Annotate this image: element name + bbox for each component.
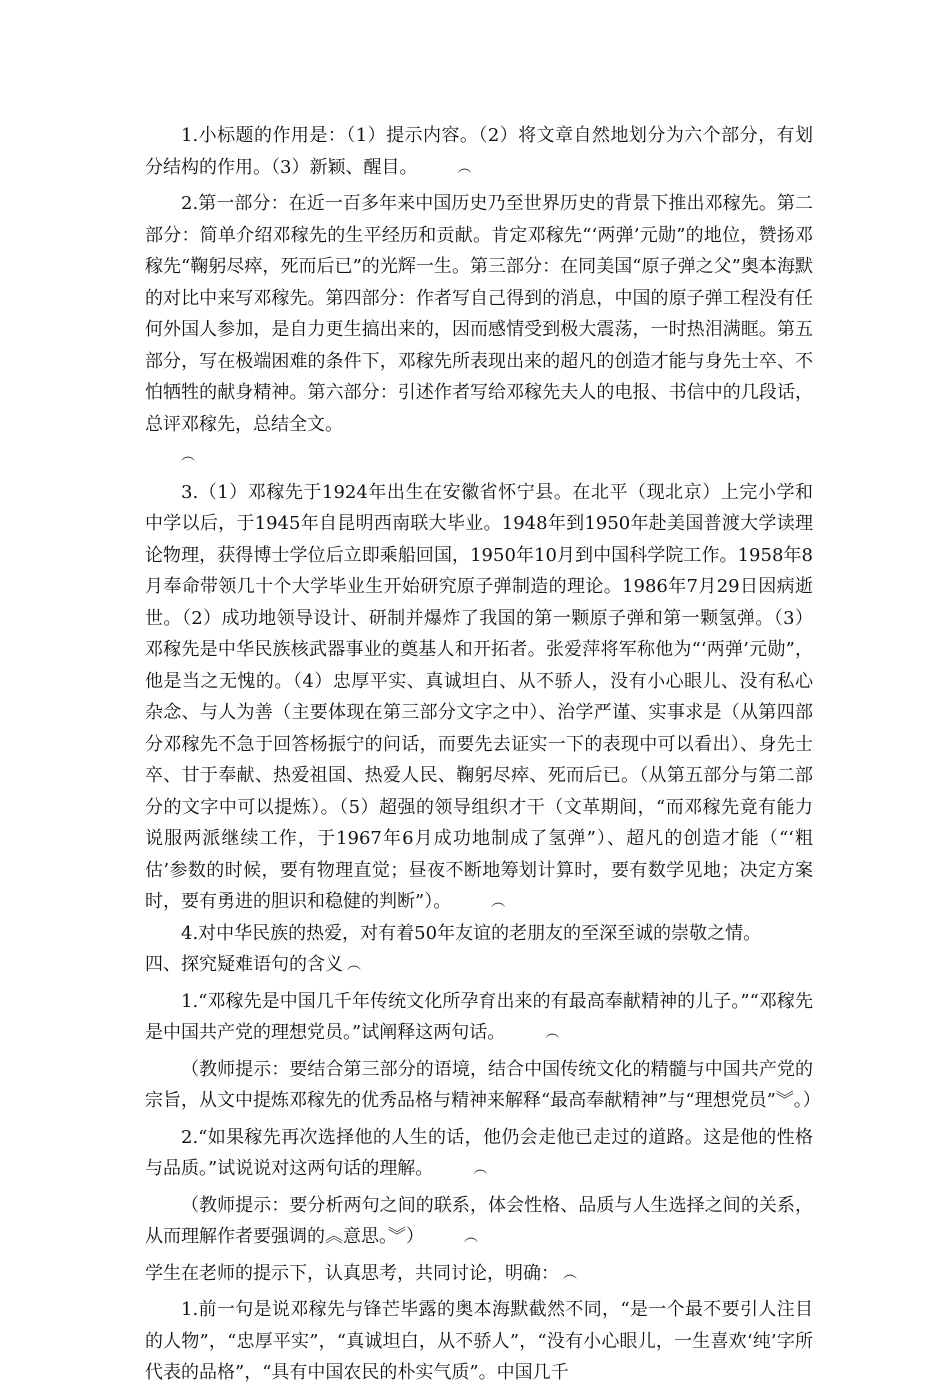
- student-discussion-line: [145, 1258, 813, 1290]
- arc-mark-icon: ︵: [457, 159, 472, 176]
- heading-text: 四、探究疑难语句的含义: [145, 954, 343, 975]
- arc-mark-icon: ︵: [545, 1025, 560, 1041]
- paragraph-text: 2.“如果稼先再次选择他的人生的话，他仍会走他已走过的道路。这是他的性格与品质。”试说说对这两句话的理解。: [145, 1126, 813, 1179]
- answer-3-paragraph: [145, 477, 813, 918]
- teacher-hint-1: [145, 1054, 821, 1117]
- arc-mark-icon: ︵: [181, 448, 195, 464]
- question-2-paragraph: [145, 1122, 813, 1185]
- paragraph-text: （教师提示：要分析两句之间的联系，体会性格、品质与人生选择之间的关系，从而理解作者要强调的︽意思。︾）: [145, 1194, 813, 1247]
- answer-4-paragraph: [145, 918, 813, 950]
- arc-mark-icon: ︵: [491, 894, 506, 910]
- paragraph-text: 学生在老师的提示下，认真思考，共同讨论，明确：: [145, 1262, 559, 1284]
- question-1-paragraph: [145, 986, 813, 1049]
- paragraph-text: 2.第一部分：在近一百多年来中国历史乃至世界历史的背景下推出邓稼先。第二部分：简单介绍邓稼先的生平经历和贡献。肯定邓稼先“‘两弹’元勋”的地位，赞扬邓稼先“鞠躬尽瘁，死而后已”的光辉一生。第三部分：在同美国“原子弹之父”奥本海默的对比中来写邓稼先。第四部分：作者写自己得到的消息，中国的原子弹工程没有任何外国人参加，是自力更生搞出来的，因而感情受到极大震荡，一时热泪满眶。第五部分，写在极端困难的条件下，邓稼先所表现出来的超凡的创造才能与身先士卒、不怕牺牲的献身精神。第六部分：引述作者写给邓稼先夫人的电报、书信中的几段话，总评邓稼先，总结全文。: [145, 193, 813, 435]
- paragraph-text: 1.小标题的作用是：（1）提示内容。（2）将文章自然地划分为六个部分，有划分结构的作用。（3）新颖、醒目。: [145, 125, 813, 178]
- answer-1-paragraph: [145, 120, 813, 183]
- paragraph-text: 3.（1）邓稼先于1924年出生在安徽省怀宁县。在北平（现北京）上完小学和中学以后，于1945年自昆明西南联大毕业。1948年到1950年赴美国普渡大学读理论物理，获得博士学位后立即乘船回国，1950年10月到中国科学院工作。1958年8月奉命带领几十个大学毕业生开始研究原子弹制造的理论。1986年7月29日因病逝世。（2）成功地领导设计、研制并爆炸了我国的第一颗原子弹和第一颗氢弹。（3）邓稼先是中华民族核武器事业的奠基人和开拓者。张爱萍将军称他为“‘两弹’元勋”，他是当之无愧的。（4）忠厚平实、真诚坦白、从不骄人，没有小心眼儿、没有私心杂念、与人为善（主要体现在第三部分文字之中）、治学严谨、实事求是（从第四部分邓稼先不急于回答杨振宁的问话，而要先去证实一下的表现中可以看出）、身先士卒、甘于奉献、热爱祖国、热爱人民、鞠躬尽瘁、死而后已。（从第五部分与第二部分的文字中可以提炼）。（5）超强的领导组织才干（文革期间，“而邓稼先竟有能力说服两派继续工作，于1967年6月成功地制成了氢弹”）、超凡的创造才能（“‘粗估’参数的时候，要有物理直觉；昼夜不断地筹划计算时，要有数学见地；决定方案时，要有勇进的胆识和稳健的判断”）。: [145, 481, 813, 912]
- paragraph-text: （教师提示：要结合第三部分的语境，结合中国传统文化的精髓与中国共产党的宗旨，从文中提炼邓稼先的优秀品格与精神来解释“最高奉献精神”与“理想党员”︾。）: [145, 1058, 821, 1111]
- paragraph-text: 4.对中华民族的热爱，对有着50年友谊的老朋友的至深至诚的崇敬之情。: [181, 922, 762, 944]
- teacher-hint-2: [145, 1190, 813, 1253]
- paragraph-text: 1.前一句是说邓稼先与锋芒毕露的奥本海默截然不同，“是一个最不要引人注目的人物”，“忠厚平实”，“真诚坦白，从不骄人”，“没有小心眼儿，一生喜欢‘纯’字所代表的品格”，“具有中国农民的朴实气质”。中国几千: [145, 1299, 813, 1383]
- answer-2-paragraph: [145, 188, 813, 472]
- document-page: [145, 120, 821, 1389]
- arc-mark-icon: ︵: [464, 1229, 478, 1245]
- arc-mark-icon: ︵: [473, 1161, 488, 1177]
- arc-mark-icon: ︵: [563, 1265, 577, 1282]
- arc-mark-icon: ︵: [347, 957, 361, 973]
- section-heading: [145, 949, 813, 981]
- paragraph-text: 1.“邓稼先是中国几千年传统文化所孕育出来的有最高奉献精神的儿子。”“邓稼先是中国共产党的理想党员。”试阐释这两句话。: [145, 990, 813, 1043]
- explanation-1-paragraph: [145, 1294, 813, 1389]
